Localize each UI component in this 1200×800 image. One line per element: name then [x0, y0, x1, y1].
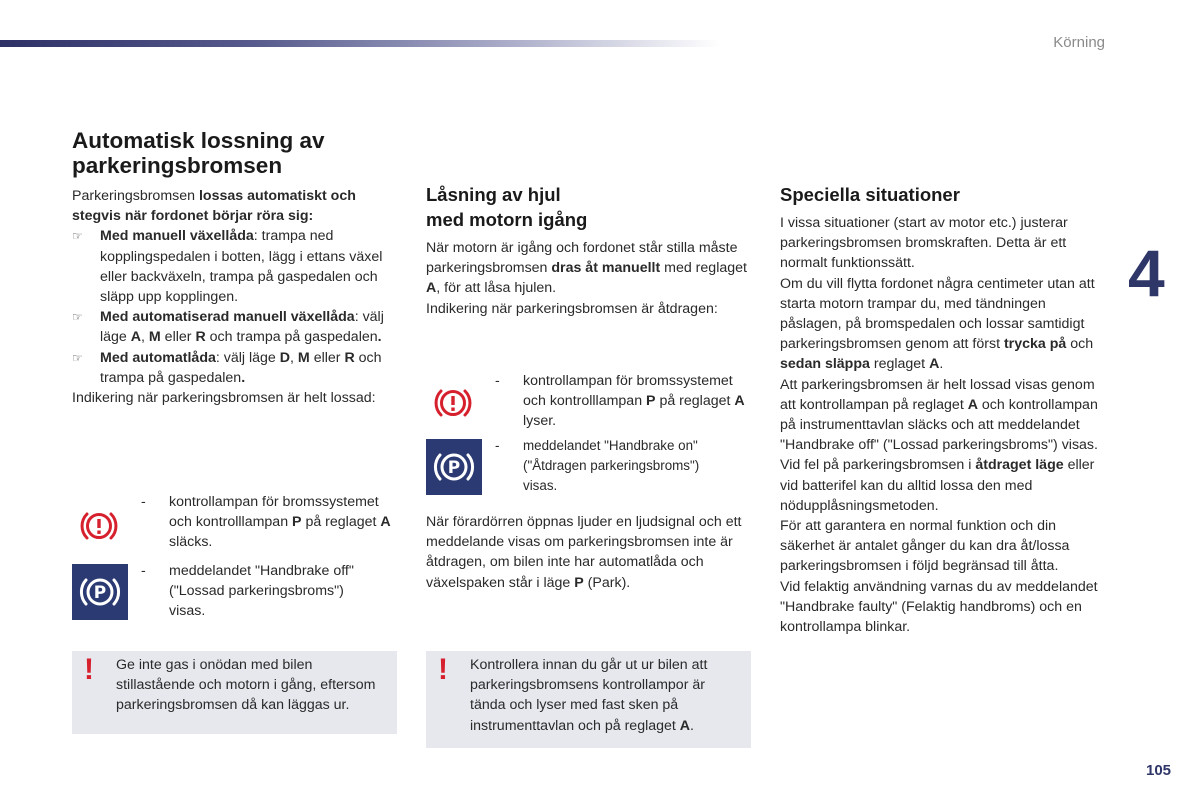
section-label: Körning — [1053, 34, 1105, 51]
bullet-automated-manual: ☞ Med automatiserad manuell växellåda: välj läge A, M eller R och trampa på gaspedalen. — [72, 309, 384, 346]
parking-brake-icon — [426, 439, 482, 495]
brake-warning-icon — [77, 504, 121, 548]
wheel-lock-paragraph: När motorn är igång och fordonet står stilla måste parkeringsbromsen dras åt manuellt med reglaget A, för att låsa hjulen. — [426, 240, 747, 297]
parking-brake-icon — [72, 564, 128, 620]
intro-paragraph: Parkeringsbromsen lossas automatiskt och stegvis när fordonet börjar röra sig: — [72, 188, 356, 225]
bullet-automatic: ☞ Med automatlåda: välj läge D, M eller R och trampa på gaspedalen. — [72, 349, 382, 386]
svg-text:P: P — [93, 583, 107, 603]
special-p5: För att garantera en normal funktion och din säkerhet är antalet gånger du kan dra åt/lossa parkeringsbromsen i följd begränsad till åtta. — [780, 518, 1070, 575]
page-number: 105 — [1146, 762, 1172, 779]
exclamation-icon: ! — [84, 653, 94, 686]
section-title-auto-release: Automatisk lossning av parkeringsbromsen — [72, 128, 325, 178]
special-p1: I vissa situationer (start av motor etc.) justerar parkeringsbromsen bromskraften. Detta är ett normalt funktionssätt. — [780, 215, 1068, 272]
note-box-check-lamps: ! Kontrollera innan du går ut ur bilen att parkeringsbromsens kontrollampor är tända och lyser med fast sken på instrumenttavlan och på reglaget A. — [426, 651, 751, 748]
special-p3: Att parkeringsbromsen är helt lossad visas genom att kontrollampan på reglaget A och kontrollampan på instrumenttavlan släcks och att meddelandet "Handbrake off" ("Lossad parkeringsbroms") visas. — [780, 376, 1098, 454]
brake-warning-icon — [431, 381, 475, 425]
section-title-wheel-lock: Låsning av hjul med motorn igång — [426, 184, 588, 230]
chapter-number: 4 — [1128, 236, 1165, 310]
indication-text: Indikering när parkeringsbromsen är helt lossad: — [72, 390, 376, 407]
column-auto-release — [72, 128, 402, 408]
svg-text:P: P — [447, 458, 461, 478]
header-gradient-bar — [0, 40, 720, 47]
note-box-gas: ! Ge inte gas i onödan med bilen stillastående och motorn i gång, eftersom parkeringsbromsen då kan läggas ur. — [72, 651, 397, 734]
column-wheel-lock — [426, 182, 752, 319]
bullet-manual: ☞ Med manuell växellåda: trampa ned kopplingspedalen i botten, lägg i ettans växel eller backväxeln, trampa på gaspedalen och släpp upp kopplingen. — [72, 228, 383, 306]
indication-applied-text: Indikering när parkeringsbromsen är åtdragen: — [426, 300, 718, 317]
hand-pointer-icon: ☞ — [72, 310, 83, 325]
special-p4: Vid fel på parkeringsbromsen i åtdraget läge eller vid batterifel kan du alltid lossa den med nödupplåsningsmetoden. — [780, 457, 1095, 514]
door-signal-paragraph: När förardörren öppnas ljuder en ljudsignal och ett meddelande visas om parkeringsbromsen inte är åtdragen, om bilen inte har automatlåda och växelspaken står i läge P (Park). — [426, 514, 742, 591]
column-special-situations — [780, 182, 1106, 637]
exclamation-icon: ! — [438, 653, 448, 686]
hand-pointer-icon: ☞ — [72, 229, 83, 244]
hand-pointer-icon: ☞ — [72, 350, 83, 365]
special-p2: Om du vill flytta fordonet några centimeter utan att starta motorn trampar du, med tändningen påslagen, på bromspedalen och lossar samtidigt parkeringsbromsen genom att först trycka på och sedan släppa reglaget A. — [780, 275, 1095, 373]
section-title-special: Speciella situationer — [780, 184, 960, 205]
special-p6: Vid felaktig användning varnas du av meddelandet "Handbrake faulty" (Felaktig handbroms) och en kontrollampa blinkar. — [780, 578, 1098, 636]
